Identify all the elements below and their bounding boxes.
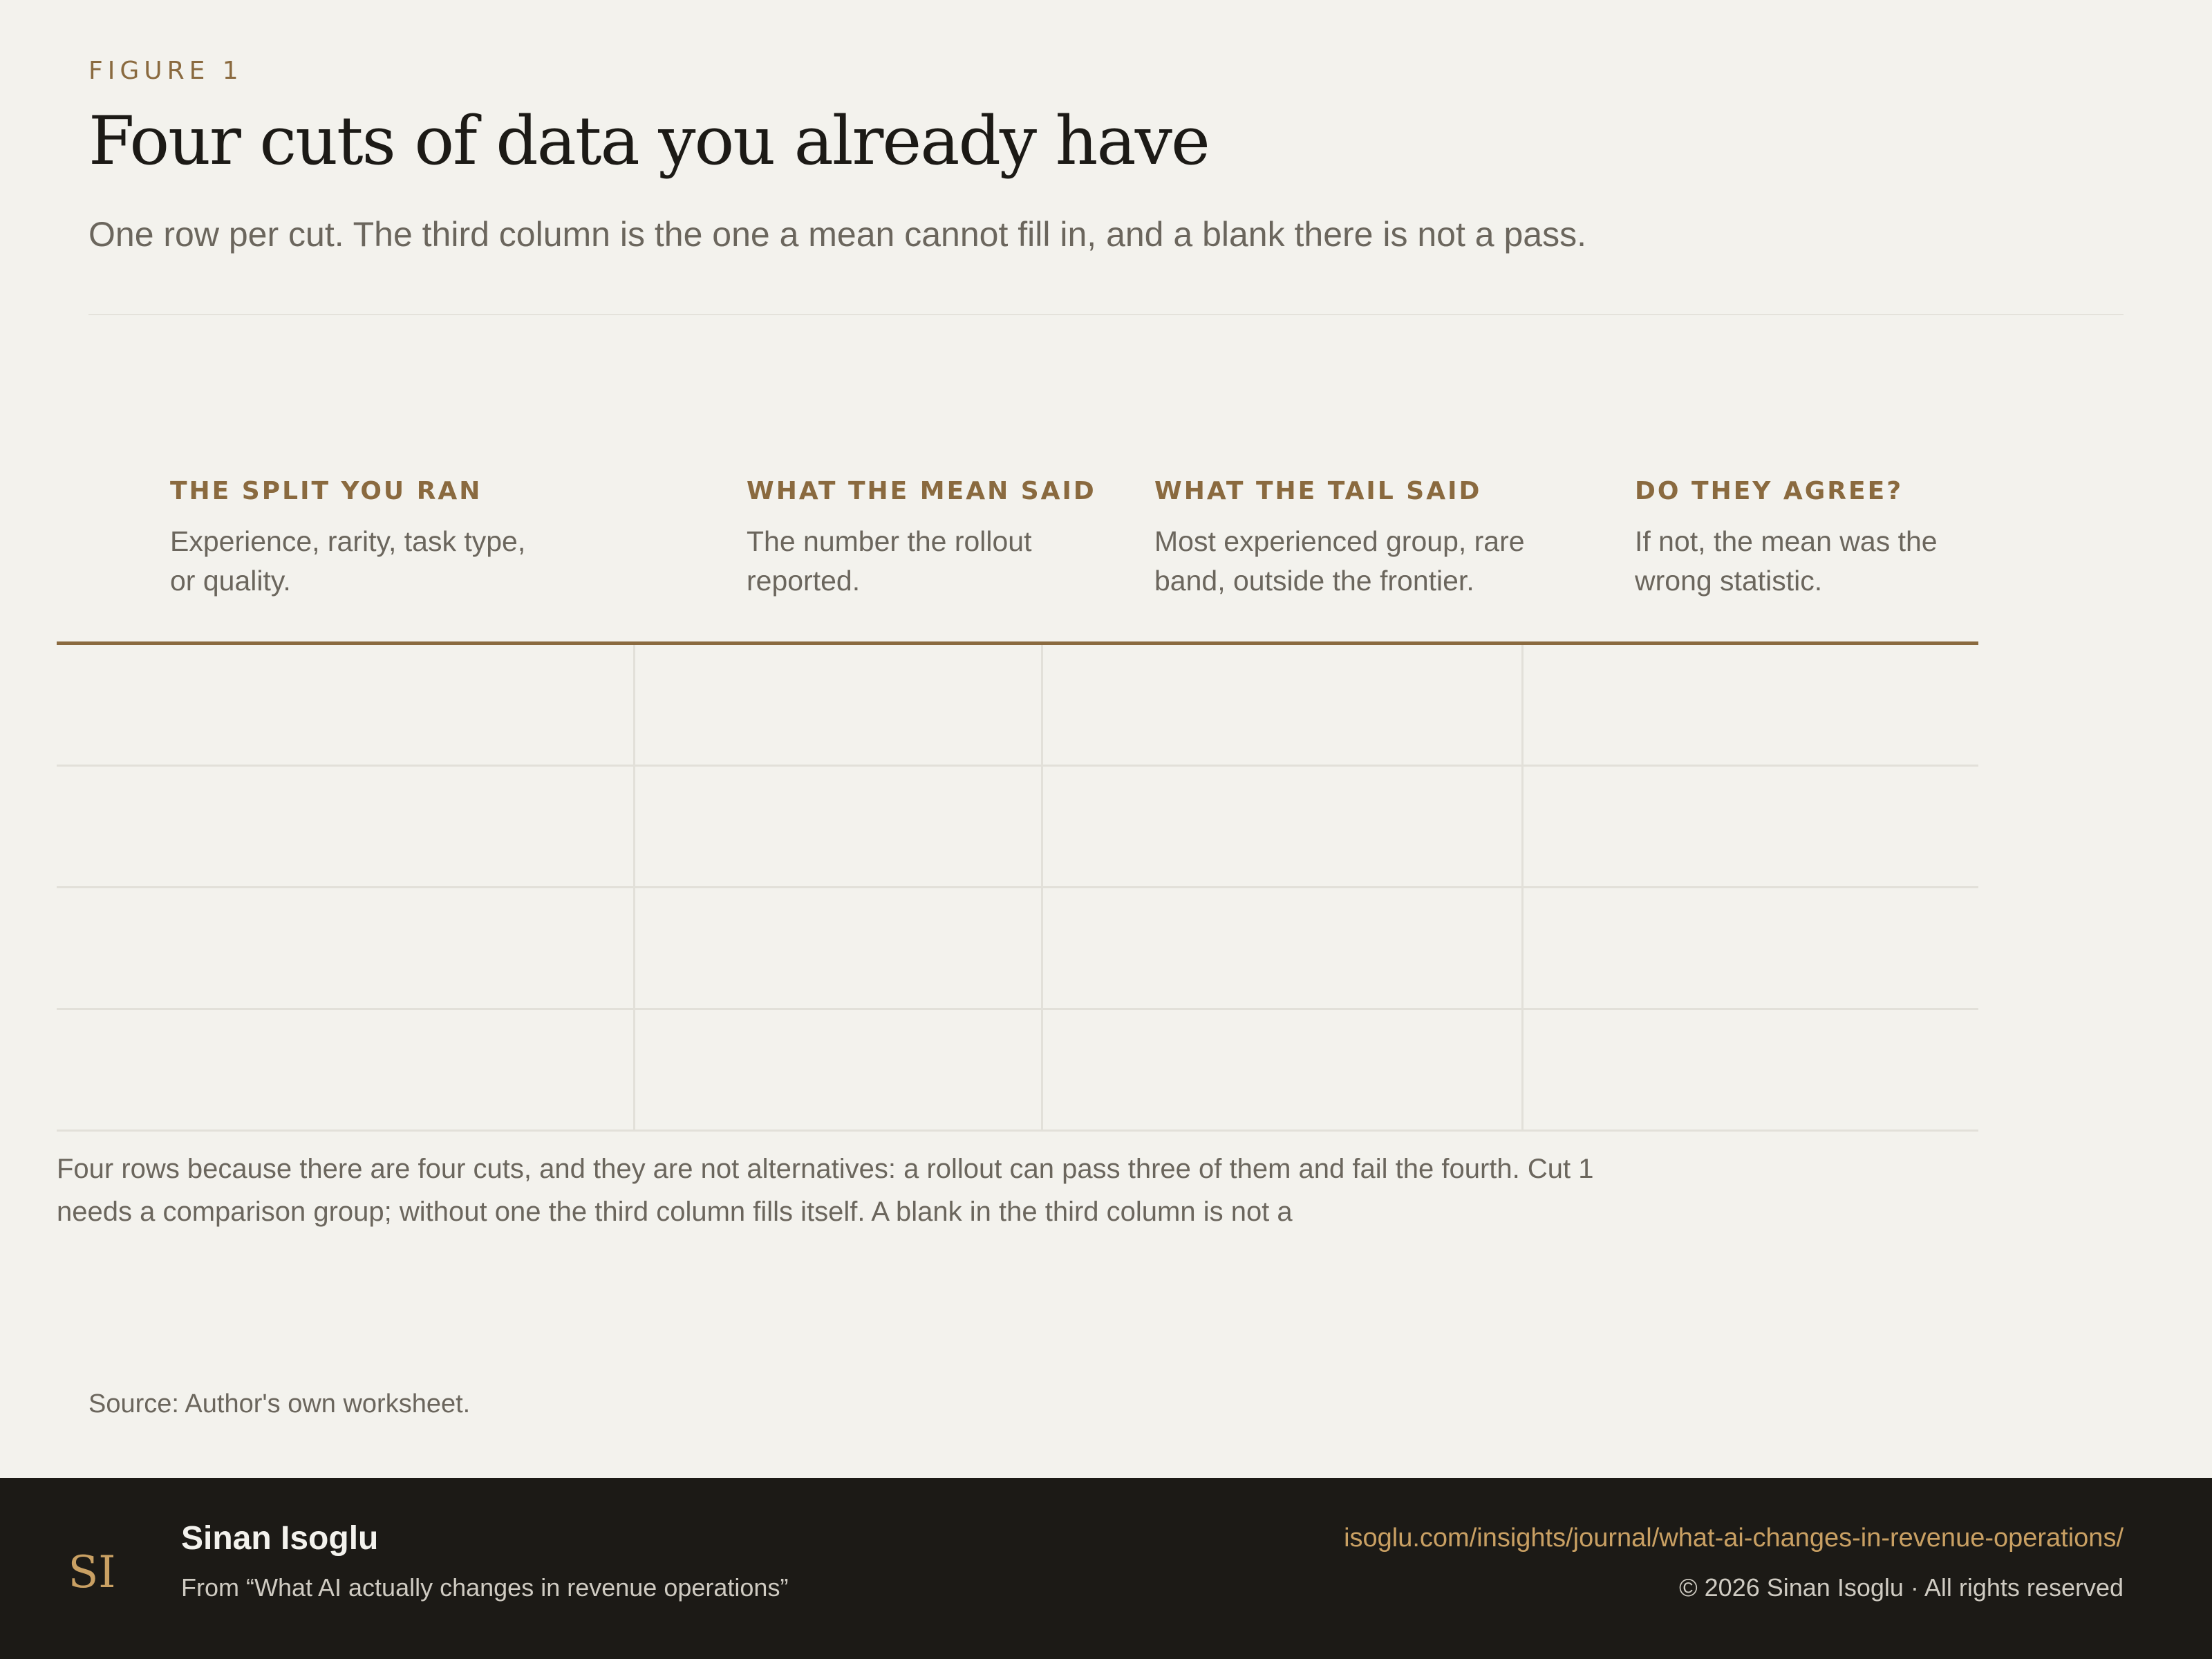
table-header [57, 470, 1978, 645]
column-description: Experience, rarity, task type, or quality. [170, 525, 526, 597]
table-cell [635, 767, 1041, 886]
monogram-logo [64, 1539, 120, 1601]
table-cell [635, 888, 1041, 1008]
column-label: WHAT THE MEAN SAID [747, 477, 1096, 505]
table-cell [1524, 1010, 1978, 1130]
table-cell [1043, 888, 1521, 1008]
figure-title: Four cuts of data you already have [88, 102, 1209, 180]
table-body [57, 645, 1978, 1132]
column-header-agree [1635, 470, 1967, 601]
table-cell [57, 645, 633, 765]
table-cell [635, 645, 1041, 765]
table-cell [1043, 645, 1521, 765]
worksheet-table [57, 470, 1978, 1132]
table-cell [1524, 645, 1978, 765]
table-cell [635, 1010, 1041, 1130]
table-footnote: Four rows because there are four cuts, and they are not alternatives: a rollout can pass three of them and fail the fourth. Cut 1 needs a comparison group; without one the third column fills itself. A blank in the third column is not a [57, 1154, 1594, 1227]
table-row [57, 1010, 1978, 1132]
figure-subtitle: One row per cut. The third column is the one a mean cannot fill in, and a blank there is not a pass. [88, 215, 1586, 254]
copyright-notice: © 2026 Sinan Isoglu · All rights reserved [1679, 1573, 2124, 1602]
article-reference: From “What AI actually changes in revenue operations” [181, 1573, 789, 1602]
monogram-text: SI [68, 1547, 116, 1598]
table-row [57, 888, 1978, 1010]
table-cell [57, 1010, 633, 1130]
table-row [57, 645, 1978, 767]
column-description: The number the rollout reported. [747, 525, 1032, 597]
table-cell [1524, 888, 1978, 1008]
column-description: If not, the mean was the wrong statistic. [1635, 525, 1938, 597]
table-cell [57, 888, 633, 1008]
header-divider [88, 314, 2124, 315]
author-name: Sinan Isoglu [181, 1520, 379, 1557]
column-label: DO THEY AGREE? [1635, 477, 1904, 505]
table-cell [57, 767, 633, 886]
column-description: Most experienced group, rare band, outside the frontier. [1154, 525, 1525, 597]
figure-eyebrow: FIGURE 1 [88, 57, 243, 85]
article-link[interactable]: isoglu.com/insights/journal/what-ai-changes-in-revenue-operations/ [1344, 1524, 2124, 1553]
column-label: THE SPLIT YOU RAN [170, 477, 482, 505]
column-header-tail [1154, 470, 1562, 601]
site-footer [0, 1478, 2212, 1659]
source-note: Source: Author's own worksheet. [88, 1389, 471, 1418]
column-label: WHAT THE TAIL SAID [1154, 477, 1482, 505]
column-header-mean [747, 470, 1106, 601]
table-cell [1043, 767, 1521, 886]
table-cell [1043, 1010, 1521, 1130]
column-header-split [170, 470, 557, 601]
table-cell [1524, 767, 1978, 886]
table-row [57, 767, 1978, 888]
